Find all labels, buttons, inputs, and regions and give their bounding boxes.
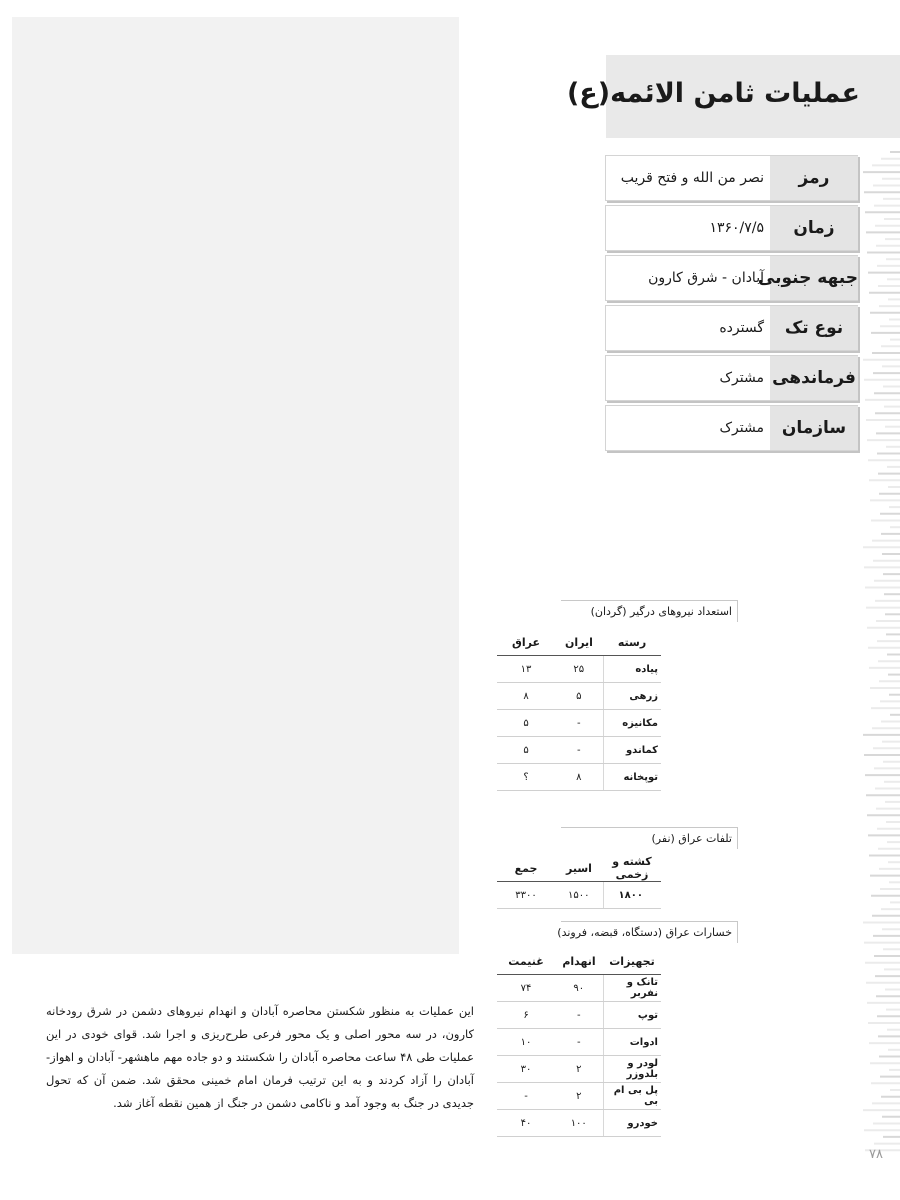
table-cell: تانک و نفربر (603, 975, 661, 1002)
table-cell: ۶ (497, 1002, 555, 1029)
table-row (497, 764, 661, 791)
info-label: رمز (770, 156, 858, 200)
table-cell: مکانیزه (603, 710, 661, 737)
table-row (497, 1029, 661, 1056)
info-value: مشترک (719, 370, 764, 386)
info-label: زمان (770, 206, 858, 250)
table-cell: ۲۵ (555, 656, 603, 683)
info-row-command (605, 355, 858, 401)
info-label: سازمان (770, 406, 858, 450)
table-cell: ۴۰ (497, 1110, 555, 1137)
info-value: ۱۳۶۰/۷/۵ (709, 220, 764, 236)
info-label: نوع تک (770, 306, 858, 350)
margin-decoration (862, 150, 900, 1160)
page-title: عملیات ثامن الائمه(ع) (566, 78, 860, 109)
table-cell: ۸ (497, 683, 555, 710)
table-cell: ۳۳۰۰ (497, 882, 555, 909)
table-cell: ۱۰۰ (555, 1110, 603, 1137)
losses-table (497, 948, 661, 1137)
table-row (497, 710, 661, 737)
table-cell: توپ (603, 1002, 661, 1029)
table-cell: - (555, 737, 603, 764)
table-header-row (497, 629, 661, 656)
table-row (497, 882, 661, 909)
info-value: مشترک (719, 420, 764, 436)
table-cell: - (555, 1029, 603, 1056)
casualties-table (497, 855, 661, 909)
column-header: اسیر (555, 855, 603, 882)
forces-table-title: استعداد نیروهای درگیر (گردان) (561, 600, 738, 622)
table-cell: ۲ (555, 1083, 603, 1110)
table-header-row (497, 855, 661, 882)
table-row (497, 1056, 661, 1083)
table-cell: ۱۳ (497, 656, 555, 683)
photo-placeholder (12, 17, 459, 954)
table-cell: ۵ (497, 737, 555, 764)
table-cell: ۵ (555, 683, 603, 710)
column-header: انهدام (555, 948, 603, 975)
forces-table (497, 629, 661, 791)
column-header: جمع (497, 855, 555, 882)
info-box (605, 155, 858, 455)
column-header: ایران (555, 629, 603, 656)
table-cell: ۱۵۰۰ (555, 882, 603, 909)
info-value: نصر من الله و فتح قریب (620, 170, 764, 186)
info-label: جبهه جنوبی (770, 256, 858, 300)
table-cell: ۸ (555, 764, 603, 791)
table-cell: پیاده (603, 656, 661, 683)
table-cell: ۱۰ (497, 1029, 555, 1056)
table-cell: لودر و بلدوزر (603, 1056, 661, 1083)
table-cell: ؟ (497, 764, 555, 791)
column-header: تجهیزات (603, 948, 661, 975)
table-cell: کماندو (603, 737, 661, 764)
table-cell: ۹۰ (555, 975, 603, 1002)
table-row (497, 683, 661, 710)
table-cell: ۵ (497, 710, 555, 737)
table-row (497, 1083, 661, 1110)
column-header: کشته و زخمی (603, 855, 661, 882)
table-row (497, 1110, 661, 1137)
table-row (497, 656, 661, 683)
description-text: این عملیات به منظور شکستن محاصره آبادان و انهدام نیروهای دشمن در شرق رودخانه کارون، در سه محور اصلی و یک محور فرعی طرح‌ریزی و اجرا شد. قوای خودی در این عملیات طی ۴۸ ساعت محاصره آبادان را شکستند و دو جاده مهم ماهشهر- آبادان و اهواز- آبادان را آزاد کردند و به این ترتیب فرمان امام خمینی محقق شد. ضمن آن که تحول جدیدی در جنگ به وجود آمد و ناکامی دشمن در جنگ از همین نقطه آغاز شد. (46, 1004, 474, 1110)
column-header: رسته (603, 629, 661, 656)
table-cell: توپخانه (603, 764, 661, 791)
table-cell: ۷۴ (497, 975, 555, 1002)
table-row (497, 1002, 661, 1029)
page-number: ۷۸ (869, 1147, 883, 1162)
column-header: غنیمت (497, 948, 555, 975)
info-label: فرماندهی (770, 356, 858, 400)
table-row (497, 975, 661, 1002)
table-cell: خودرو (603, 1110, 661, 1137)
table-cell: - (555, 710, 603, 737)
info-row-code (605, 155, 858, 201)
info-row-attack-type (605, 305, 858, 351)
column-header: عراق (497, 629, 555, 656)
casualties-table-title: تلفات عراق (نفر) (561, 827, 738, 849)
table-row (497, 737, 661, 764)
table-cell: ۲ (555, 1056, 603, 1083)
table-cell: ۱۸۰۰ (603, 882, 661, 909)
info-value: گسترده (719, 320, 764, 336)
info-row-date (605, 205, 858, 251)
table-cell: ۳۰ (497, 1056, 555, 1083)
info-row-organization (605, 405, 858, 451)
table-cell: زرهی (603, 683, 661, 710)
info-value: آبادان - شرق کارون (648, 270, 764, 286)
table-header-row (497, 948, 661, 975)
losses-table-title: خسارات عراق (دستگاه، قبضه، فروند) (561, 921, 738, 943)
info-row-front (605, 255, 858, 301)
table-cell: پل بی ام بی (603, 1083, 661, 1110)
table-cell: ادوات (603, 1029, 661, 1056)
table-cell: - (555, 1002, 603, 1029)
table-cell: - (497, 1083, 555, 1110)
